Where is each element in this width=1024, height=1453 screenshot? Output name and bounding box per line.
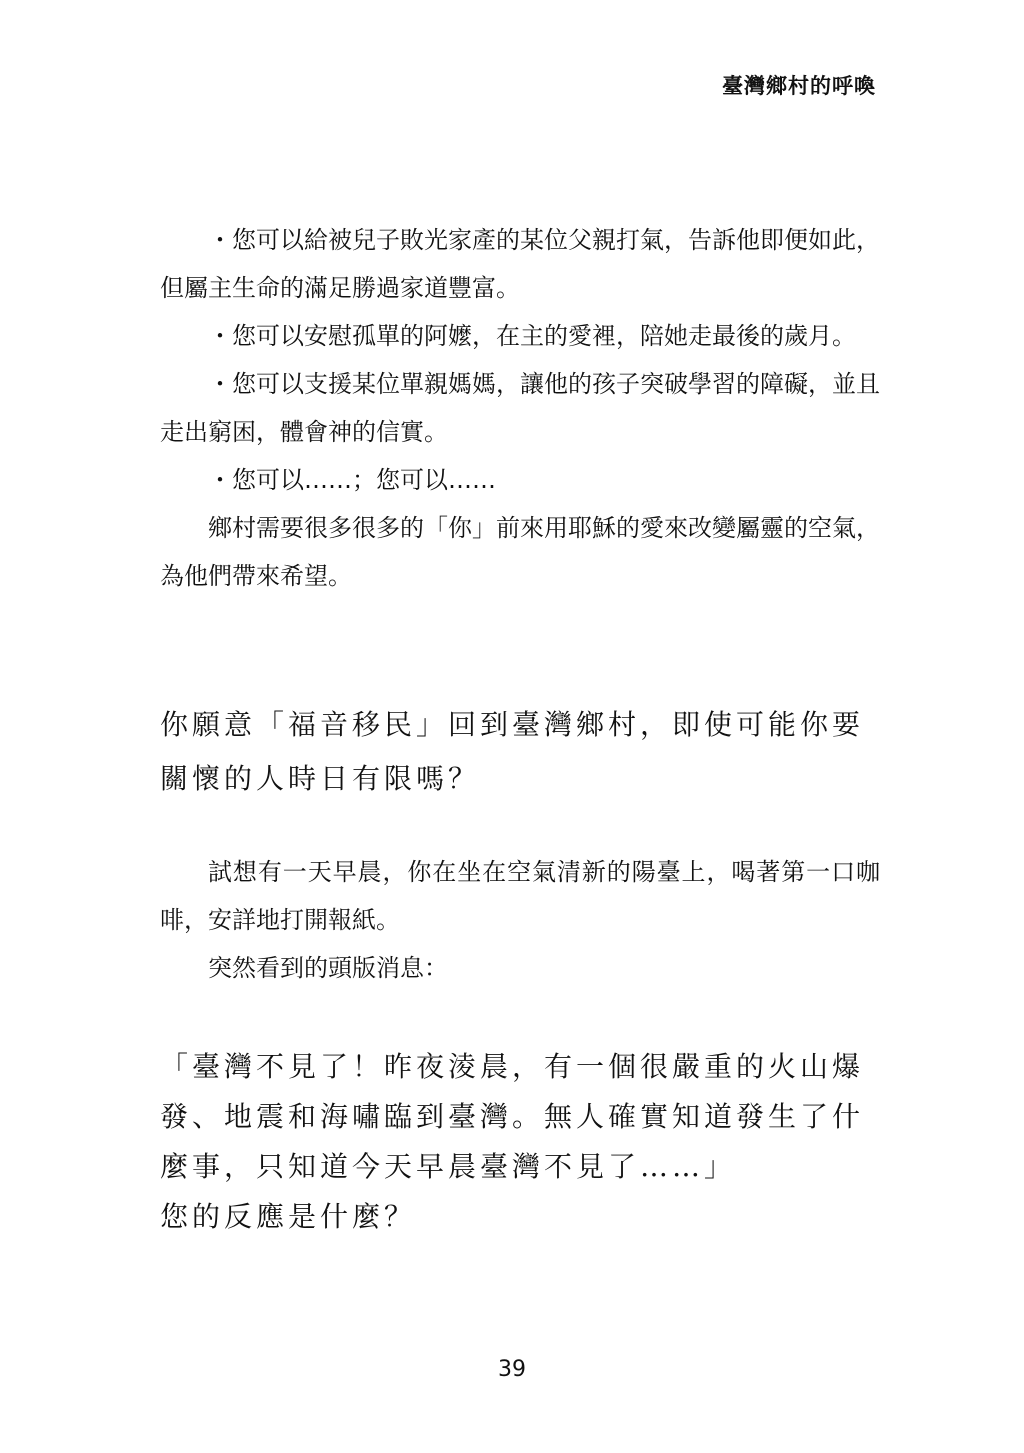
- page-number: 39: [498, 1357, 526, 1382]
- paragraph-bullet-grandmother: ・您可以安慰孤單的阿嬤，在主的愛裡，陪她走最後的歲月。: [208, 322, 856, 350]
- body-section-b: [160, 848, 880, 992]
- quote-question: 您的反應是什麼？: [160, 1200, 417, 1233]
- paragraph-bullet-more: ・您可以……；您可以……: [208, 466, 496, 494]
- paragraph-village-needs: 鄉村需要很多很多的「你」前來用耶穌的愛來改變屬靈的空氣，為他們帶來希望。: [160, 514, 880, 590]
- quote-text: 「臺灣不見了！昨夜淩晨，有一個很嚴重的火山爆發、地震和海嘯臨到臺灣。無人確實知道發生了什麼事，只知道今天早晨臺灣不見了……」: [160, 1050, 865, 1183]
- headline-quote: [160, 1042, 880, 1242]
- body-section-a: [160, 216, 880, 600]
- paragraph-headline-intro: 突然看到的頭版消息：: [208, 954, 448, 982]
- section-heading: 你願意「福音移民」回到臺灣鄉村，即使可能你要關懷的人時日有限嗎？: [160, 708, 865, 795]
- paragraph-morning-scene: 試想有一天早晨，你在坐在空氣清新的陽臺上，喝著第一口咖啡，安詳地打開報紙。: [160, 858, 880, 934]
- paragraph-bullet-single-mother: ・您可以支援某位單親媽媽，讓他的孩子突破學習的障礙，並且走出窮困，體會神的信實。: [160, 370, 880, 446]
- paragraph-bullet-father: ・您可以給被兒子敗光家產的某位父親打氣，告訴他即便如此，但屬主生命的滿足勝過家道豐富。: [160, 226, 880, 302]
- running-header: 臺灣鄉村的呼喚: [722, 74, 876, 98]
